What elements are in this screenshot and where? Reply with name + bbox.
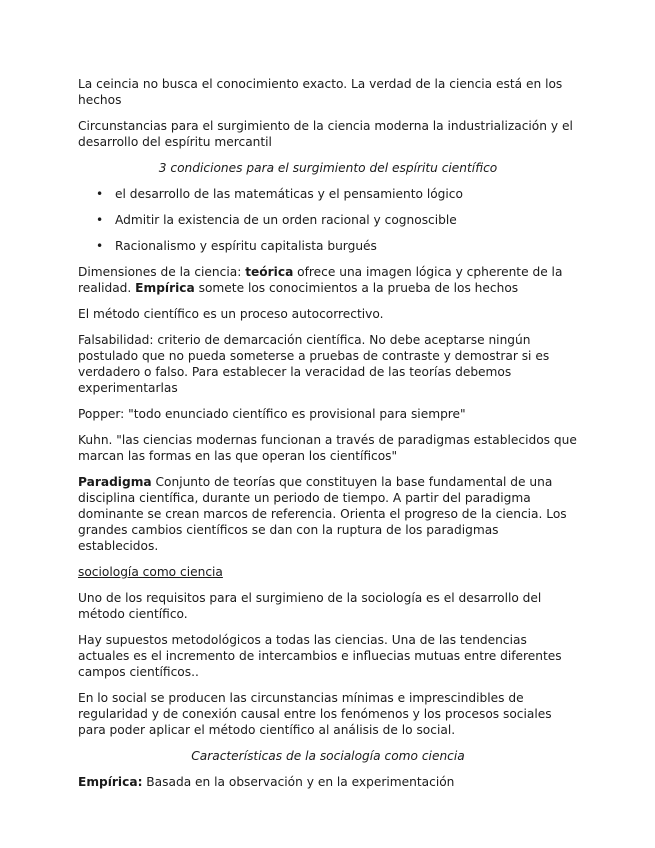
bullet-icon: •	[96, 187, 104, 201]
document-page	[78, 76, 578, 800]
paragraph-falsabilidad: Falsabilidad: criterio de demarcación científica. No debe aceptarse ningún postulado que no pueda someterse a pruebas de contraste y demostrar si es verdadero o falso. Para establecer la veracidad de las teorías debemos experimentarlas	[78, 333, 550, 395]
list-item	[96, 238, 578, 254]
paragraph-ciencia-verdad: La ceincia no busca el conocimiento exacto. La verdad de la ciencia está en los hechos	[78, 77, 563, 107]
conditions-list	[78, 186, 578, 254]
section-title-sociologia: sociología como ciencia	[78, 565, 223, 579]
dimensiones-suffix: somete los conocimientos a la prueba de los hechos	[194, 281, 519, 295]
paragraph-supuestos: Hay supuestos metodológicos a todas las ciencias. Una de las tendencias actuales es el incremento de intercambios e influecias mutuas entre diferentes campos científicos..	[78, 633, 562, 679]
paragraph-empirica	[78, 774, 578, 790]
empirica-text: Basada en la observación y en la experimentación	[142, 775, 455, 789]
paragraph-paradigma	[78, 474, 578, 554]
paradigma-text: Conjunto de teorías que constituyen la base fundamental de una disciplina científica, durante un periodo de tiempo. A partir del paradigma dominante se crean marcos de referencia. Orienta el progreso de la ciencia. Los grandes cambios científicos se dan con la ruptura de los paradigmas establecidos.	[78, 475, 567, 553]
bullet-icon: •	[96, 213, 104, 227]
list-item-text: Racionalismo y espíritu capitalista burgués	[115, 239, 377, 253]
paragraph-social: En lo social se producen las circunstancias mínimas e imprescindibles de regularidad y de conexión causal entre los fenómenos y los procesos sociales para poder aplicar el método científico al análisis de lo social.	[78, 691, 552, 737]
list-item-text: el desarrollo de las matemáticas y el pensamiento lógico	[115, 187, 463, 201]
paragraph-kuhn: Kuhn. "las ciencias modernas funcionan a través de paradigmas establecidos que marcan las formas en las que operan los científicos"	[78, 433, 577, 463]
dimensiones-mid: ofrece una imagen lógica y cpherente de la realidad.	[78, 265, 563, 295]
term-empirica: Empírica	[135, 281, 195, 295]
paragraph-metodo: El método científico es un proceso autocorrectivo.	[78, 307, 384, 321]
dimensiones-prefix: Dimensiones de la ciencia:	[78, 265, 246, 279]
paragraph-popper: Popper: "todo enunciado científico es provisional para siempre"	[78, 407, 466, 421]
term-paradigma: Paradigma	[78, 475, 152, 489]
paragraph-requisitos: Uno de los requisitos para el surgimieno de la sociología es el desarrollo del método científico.	[78, 591, 542, 621]
paragraph-dimensiones	[78, 264, 578, 296]
bullet-icon: •	[96, 239, 104, 253]
list-item-text: Admitir la existencia de un orden racional y cognoscible	[115, 213, 457, 227]
paragraph-circunstancias: Circunstancias para el surgimiento de la ciencia moderna la industrialización y el desarrollo del espíritu mercantil	[78, 119, 573, 149]
list-item	[96, 212, 578, 228]
heading-condiciones: 3 condiciones para el surgimiento del espíritu científico	[158, 161, 498, 175]
term-teorica: teórica	[245, 265, 294, 279]
list-item	[96, 186, 578, 202]
term-empirica-2: Empírica:	[78, 775, 143, 789]
heading-caracteristicas: Características de la socialogía como ciencia	[191, 749, 465, 763]
